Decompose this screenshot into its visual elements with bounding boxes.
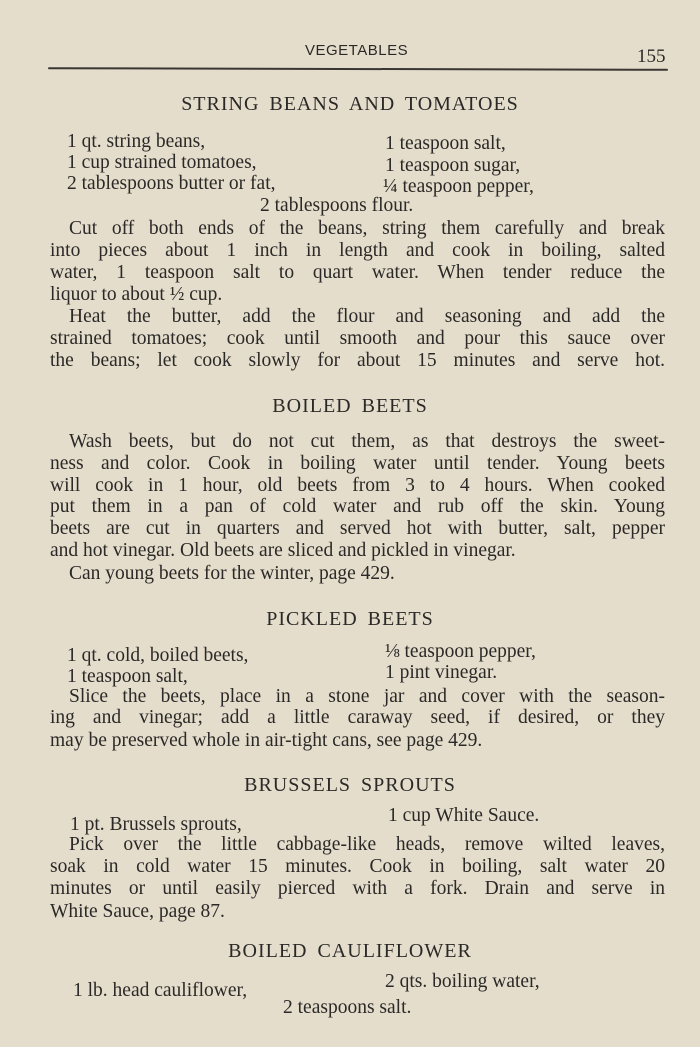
text-line: Heat the butter, add the flour and seasoning and add the: [69, 306, 665, 327]
text-line: and hot vinegar. Old beets are sliced and pickled in vinegar.: [50, 540, 516, 561]
ingredient: 1 cup strained tomatoes,: [67, 152, 257, 173]
text-line: strained tomatoes; cook until smooth and pour this sauce over: [50, 328, 665, 349]
text-line: White Sauce, page 87.: [50, 901, 225, 922]
text-line: the beans; let cook slowly for about 15 minutes and serve hot.: [50, 350, 665, 371]
text-line: Pick over the little cabbage-like heads, remove wilted leaves,: [69, 834, 665, 855]
ingredient: 1 pint vinegar.: [385, 662, 498, 683]
ingredient: ¼ teaspoon pepper,: [383, 176, 534, 197]
ingredient: 2 tablespoons flour.: [260, 195, 414, 216]
section-title: BRUSSELS SPROUTS: [244, 774, 456, 796]
text-line: will cook in 1 hour, old beets from 3 to 4 hours. When cooked: [50, 475, 665, 496]
text-line: beets are cut in quarters and served hot with butter, salt, pepper: [50, 518, 665, 539]
text-line: water, 1 teaspoon salt to quart water. When tender reduce the: [50, 262, 665, 283]
text-line: Slice the beets, place in a stone jar and cover with the season-: [69, 686, 665, 707]
ingredient: 1 pt. Brussels sprouts,: [70, 814, 242, 835]
running-title: VEGETABLES: [305, 42, 409, 59]
text-line: into pieces about 1 inch in length and cook in boiling, salted: [50, 240, 665, 261]
ingredient: 2 tablespoons butter or fat,: [67, 173, 276, 194]
text-line: minutes or until easily pierced with a fork. Drain and serve in: [50, 878, 665, 899]
ingredient: 2 teaspoons salt.: [283, 997, 412, 1018]
section-title: BOILED CAULIFLOWER: [228, 940, 472, 962]
page-number: 155: [637, 46, 666, 67]
text-line: put them in a pan of cold water and rub off the skin. Young: [50, 496, 665, 517]
section-title: BOILED BEETS: [272, 395, 428, 417]
ingredient: 1 teaspoon salt,: [67, 666, 188, 687]
ingredient: 1 lb. head cauliflower,: [73, 980, 248, 1001]
text-line: ness and color. Cook in boiling water until tender. Young beets: [50, 453, 665, 474]
text-line: Wash beets, but do not cut them, as that destroys the sweet-: [69, 431, 665, 452]
text-line: ing and vinegar; add a little caraway seed, if desired, or they: [50, 707, 665, 728]
text-line: Cut off both ends of the beans, string them carefully and break: [69, 218, 665, 239]
text-line: may be preserved whole in air-tight cans, see page 429.: [50, 730, 483, 751]
ingredient: 1 qt. string beans,: [67, 131, 206, 152]
ingredient: 1 teaspoon salt,: [385, 133, 506, 154]
section-title: STRING BEANS AND TOMATOES: [181, 93, 519, 115]
text-line: soak in cold water 15 minutes. Cook in boiling, salt water 20: [50, 856, 665, 877]
section-title: PICKLED BEETS: [266, 608, 434, 630]
ingredient: 2 qts. boiling water,: [385, 971, 540, 992]
ingredient: 1 cup White Sauce.: [388, 805, 540, 826]
ingredient: 1 qt. cold, boiled beets,: [67, 645, 249, 666]
text-line: liquor to about ½ cup.: [50, 284, 223, 305]
ingredient: ⅛ teaspoon pepper,: [385, 641, 536, 662]
header-rule: [48, 67, 668, 71]
ingredient: 1 teaspoon sugar,: [385, 155, 521, 176]
text-line: Can young beets for the winter, page 429.: [69, 563, 395, 584]
